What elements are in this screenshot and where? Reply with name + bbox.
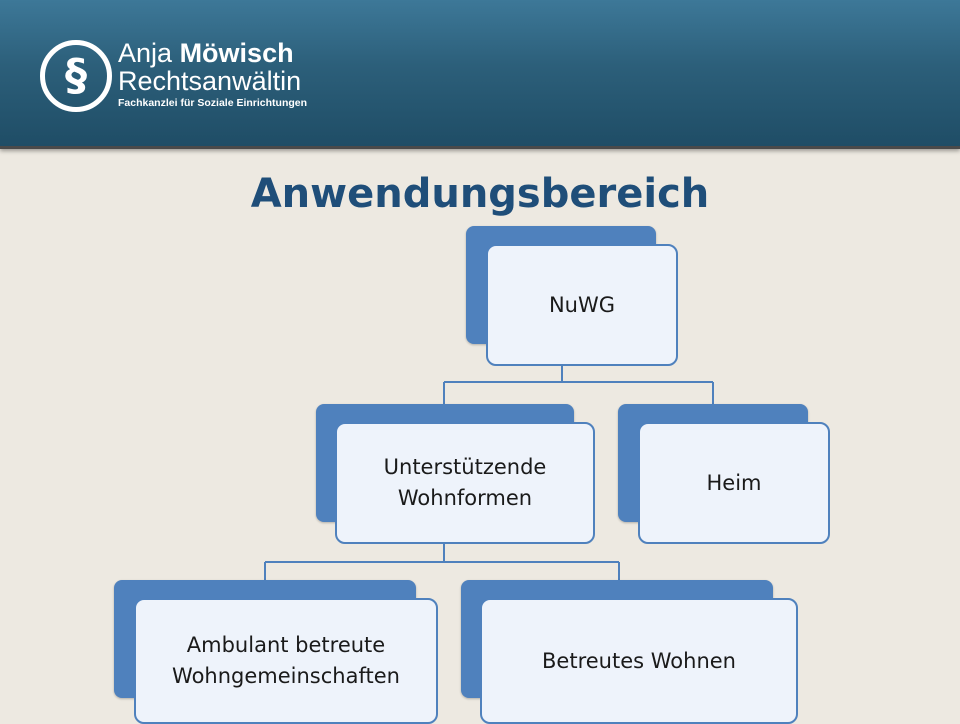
node-unterstuetzende-box <box>335 422 595 544</box>
node-nuwg-box <box>486 244 678 366</box>
node-heim-box <box>638 422 830 544</box>
logo-symbol: § <box>65 50 87 101</box>
node-ambulant-label: Ambulant betreute Wohngemeinschaften <box>172 633 400 688</box>
slide-title: Anwendungsbereich <box>250 171 710 217</box>
brand-tagline: Fachkanzlei für Soziale Einrichtungen <box>118 97 308 109</box>
brand-first-name: Anja <box>118 38 173 68</box>
node-nuwg-label: NuWG <box>548 292 616 317</box>
node-betreutes-label: Betreutes Wohnen <box>542 648 736 673</box>
brand-role: Rechtsanwältin <box>118 66 302 96</box>
node-heim-label: Heim <box>706 470 762 495</box>
node-betreutes-box <box>480 598 798 724</box>
node-ambulant-box <box>134 598 438 724</box>
brand-last-name: Möwisch <box>179 38 294 68</box>
node-unterstuetzende-label: Unterstützende Wohnformen <box>383 455 547 510</box>
